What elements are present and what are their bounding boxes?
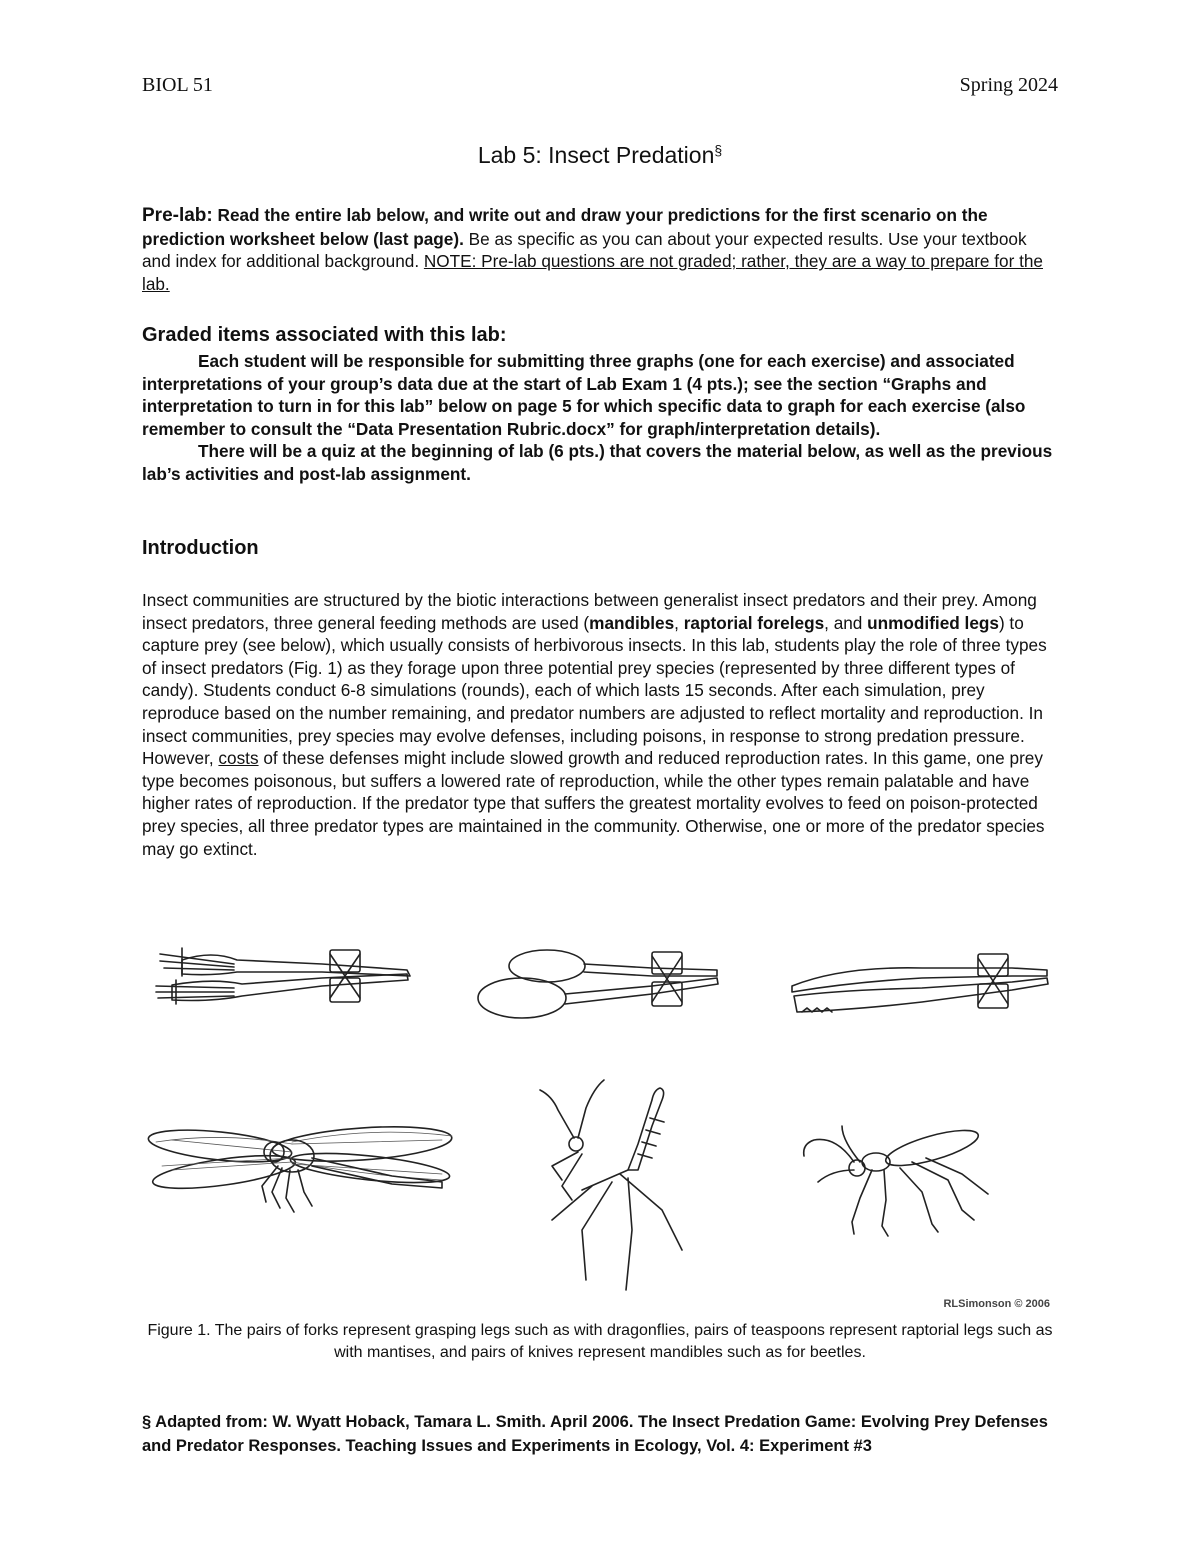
figure-1 <box>142 930 1058 1300</box>
graded-text-2: There will be a quiz at the beginning of lab (6 pts.) that covers the material below, as well as the previous lab’s activities and post-lab assignment. <box>142 441 1053 484</box>
graded-paragraph-2 <box>142 440 1058 485</box>
intro-bold: unmodified legs <box>867 612 999 633</box>
term: Spring 2024 <box>959 74 1058 96</box>
mantis-illustration <box>540 1080 682 1290</box>
prelab-lead: Pre-lab: <box>142 205 213 226</box>
intro-paragraph <box>142 589 1058 860</box>
intro-text: , and <box>824 612 868 633</box>
prelab-bold-text: Read the entire lab below, and write out and draw your predictions for the first scenario on the prediction worksheet below (last page). <box>142 205 988 249</box>
intro-underline: costs <box>218 748 259 769</box>
intro-text: of these defenses might include slowed growth and reduced reproduction rates. In this game, one prey type becomes poisonous, but suffers a lowered rate of reproduction, while the other types remain palatable and have higher rates of reproduction. If the predator type that suffers the greatest mortality evolves to feed on poison-protected prey species, all three predator types are maintained in the community. Otherwise, one or more of the predator species may go extinct. <box>142 748 1045 859</box>
title-mark: § <box>714 142 723 158</box>
prelab-plain-text: Be as specific as you can about your expected results. Use your textbook and index for additional background. <box>142 228 1027 272</box>
spoons-illustration <box>478 950 718 1018</box>
intro-bold: mandibles <box>589 612 675 633</box>
graded-items <box>142 350 1058 486</box>
intro-text: , <box>674 612 684 633</box>
prelab-note: NOTE: Pre-lab questions are not graded; rather, they are a way to prepare for the lab. <box>142 251 1043 294</box>
intro-heading: Introduction <box>142 537 259 559</box>
page-title <box>0 142 1200 169</box>
prelab-paragraph <box>142 204 1058 295</box>
intro-text: Insect communities are structured by the biotic interactions between generalist insect predators and their prey. Among insect predators, three general feeding methods are used ( <box>142 590 1037 633</box>
graded-paragraph-1 <box>142 350 1058 440</box>
graded-heading: Graded items associated with this lab: <box>142 324 507 346</box>
dragonfly-illustration <box>147 1122 453 1212</box>
title-text: Lab 5: Insect Predation <box>477 142 715 168</box>
figure-credit: RLSimonson © 2006 <box>943 1298 1050 1310</box>
graded-text-1: Each student will be responsible for submitting three graphs (one for each exercise) and associated interpretations of your group’s data due at the start of Lab Exam 1 (4 pts.); see the section “Graphs and interpretation to turn in for this lab” below on page 5 for which specific data to graph for each exercise (also remember to consult the “Data Presentation Rubric.docx” for graph/interpretation details). <box>142 351 1026 439</box>
forks-illustration <box>156 948 410 1004</box>
beetle-illustration <box>804 1123 988 1236</box>
footnote: § Adapted from: W. Wyatt Hoback, Tamara L. Smith. April 2006. The Insect Predation Game: Evolving Prey Defenses and Predator Responses. Teaching Issues and Experiments in Ecology, Vol. 4: Experiment #3 <box>142 1413 1048 1455</box>
course-code: BIOL 51 <box>142 74 213 96</box>
figure-caption: Figure 1. The pairs of forks represent grasping legs such as with dragonflies, pairs of teaspoons represent raptorial legs such as with mantises, and pairs of knives represent mandibles such as for beetles. <box>147 1322 1053 1361</box>
intro-bold: raptorial forelegs <box>683 612 825 633</box>
knives-illustration <box>792 954 1048 1012</box>
intro-text: ) to capture prey (see below), which usually consists of herbivorous insects. In this lab, students play the role of three types of insect predators (Fig. 1) as they forage upon three potential prey species (represented by three different types of candy). Students conduct 6-8 simulations (rounds), each of which lasts 15 seconds. After each simulation, prey reproduce based on the number remaining, and predator numbers are adjusted to reflect mortality and reproduction. In insect communities, prey species may evolve defenses, including poisons, in response to strong predation pressure. However, <box>142 612 1047 769</box>
